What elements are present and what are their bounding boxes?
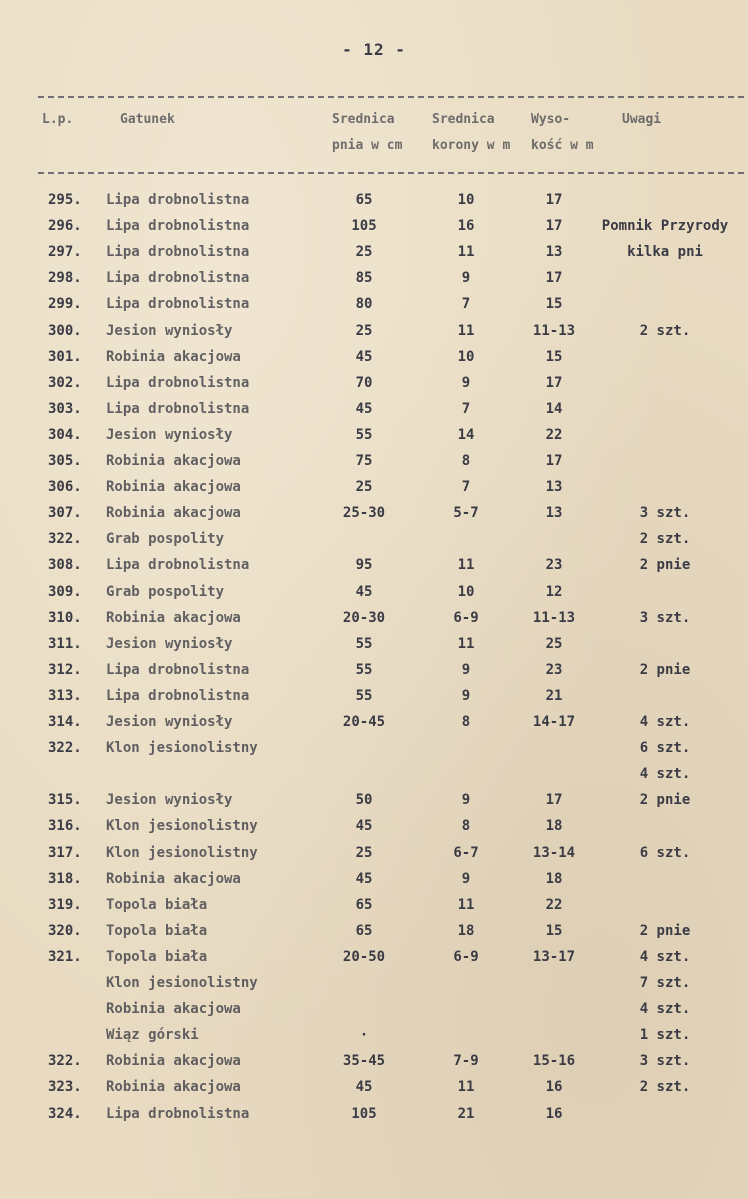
row-number: 296. <box>48 218 82 235</box>
table-row <box>0 631 748 657</box>
row-species: Jesion wyniosły <box>106 322 233 339</box>
row-species: Lipa drobnolistna <box>106 244 250 261</box>
row-notes: 3 szt. <box>639 609 691 626</box>
row-number: 310. <box>48 609 82 626</box>
row-species: Lipa drobnolistna <box>106 557 250 574</box>
row-species: Lipa drobnolistna <box>106 374 250 391</box>
row-species: Lipa drobnolistna <box>106 270 250 287</box>
table-row <box>0 422 748 448</box>
row-species: Grab pospolity <box>106 583 225 600</box>
table-row <box>0 474 748 500</box>
row-notes: 4 szt. <box>639 948 691 965</box>
row-height: 17 <box>545 453 563 469</box>
row-trunk-diameter: 35-45 <box>342 1053 386 1070</box>
row-species: Klon jesionolistny <box>106 844 258 861</box>
row-notes: kilka pni <box>627 244 703 261</box>
row-height: 14 <box>545 400 563 417</box>
row-crown-diameter: 6-9 <box>453 609 479 626</box>
row-species: Jesion wyniosły <box>106 635 233 652</box>
row-species: Robinia akacjowa <box>106 479 241 496</box>
row-number: 299. <box>48 296 82 313</box>
table-row <box>0 552 748 578</box>
row-notes: 2 pnie <box>639 661 691 678</box>
row-number: 303. <box>48 400 82 417</box>
row-number: 307. <box>48 505 82 522</box>
row-species: Topola biała <box>106 948 208 965</box>
row-trunk-diameter: 105 <box>351 1105 377 1122</box>
row-notes: 2 szt. <box>639 322 691 339</box>
row-notes: 4 szt. <box>639 766 691 783</box>
row-number: 320. <box>48 922 82 939</box>
row-number: 309. <box>48 583 82 600</box>
row-crown-diameter: 6-7 <box>453 844 479 861</box>
row-height: 17 <box>545 218 563 235</box>
row-crown-diameter: 16 <box>457 218 475 235</box>
row-notes: 2 pnie <box>639 922 691 939</box>
row-trunk-diameter: 45 <box>355 1079 373 1096</box>
row-crown-diameter: 7 <box>461 296 471 313</box>
row-number: 317. <box>48 844 82 861</box>
row-crown-diameter: 8 <box>461 714 471 730</box>
row-height: 13-17 <box>532 948 576 965</box>
row-height: 15-16 <box>532 1053 576 1070</box>
table-row <box>0 500 748 526</box>
row-number: 322. <box>48 531 82 548</box>
row-trunk-diameter: 25 <box>355 844 373 861</box>
row-trunk-diameter: 65 <box>355 192 373 208</box>
table-row <box>0 866 748 892</box>
row-species: Robinia akacjowa <box>106 609 241 626</box>
table-row <box>0 709 748 735</box>
row-number: 315. <box>48 792 82 809</box>
table-row <box>0 448 748 474</box>
row-species: Jesion wyniosły <box>106 714 233 730</box>
row-number: 318. <box>48 870 82 887</box>
row-species: Robinia akacjowa <box>106 348 241 365</box>
row-species: Klon jesionolistny <box>106 740 258 757</box>
row-number: 313. <box>48 687 82 704</box>
row-height: 17 <box>545 374 563 391</box>
row-species: Lipa drobnolistna <box>106 218 250 235</box>
row-crown-diameter: 11 <box>457 1079 475 1096</box>
row-trunk-diameter: 45 <box>355 348 373 365</box>
table-row <box>0 813 748 839</box>
row-crown-diameter: 5-7 <box>453 505 479 522</box>
row-height: 16 <box>545 1079 563 1096</box>
table-row <box>0 187 748 213</box>
table-row <box>0 1101 748 1127</box>
row-height: 16 <box>545 1105 563 1122</box>
page-number: - 12 - <box>342 40 406 59</box>
row-trunk-diameter: 25 <box>355 244 373 261</box>
row-height: 18 <box>545 818 563 835</box>
row-height: 15 <box>545 296 563 313</box>
row-height: 14-17 <box>532 714 576 730</box>
header-crown-line2: korony w m <box>432 138 511 153</box>
row-number: 304. <box>48 426 82 443</box>
row-trunk-diameter: 55 <box>355 635 373 652</box>
row-species: Robinia akacjowa <box>106 870 241 887</box>
table-row <box>0 918 748 944</box>
header-height-line2: kość w m <box>531 138 594 153</box>
row-species: Lipa drobnolistna <box>106 661 250 678</box>
row-species: Robinia akacjowa <box>106 1001 241 1018</box>
row-notes: 4 szt. <box>639 714 691 730</box>
row-trunk-diameter: 25-30 <box>342 505 386 522</box>
row-species: Lipa drobnolistna <box>106 1105 250 1122</box>
row-trunk-diameter: 65 <box>355 922 373 939</box>
row-number: 324. <box>48 1105 82 1122</box>
row-notes: 2 szt. <box>639 1079 691 1096</box>
row-species: Topola biała <box>106 922 208 939</box>
row-number: 298. <box>48 270 82 287</box>
row-height: 11-13 <box>532 322 576 339</box>
row-trunk-diameter: 20-30 <box>342 609 386 626</box>
row-height: 13 <box>545 505 563 522</box>
table-row <box>0 1022 748 1048</box>
row-number: 319. <box>48 896 82 913</box>
table-row <box>0 265 748 291</box>
row-number: 322. <box>48 740 82 757</box>
row-trunk-diameter: 45 <box>355 818 373 835</box>
row-trunk-diameter: 45 <box>355 400 373 417</box>
table-row <box>0 605 748 631</box>
row-trunk-diameter: 25 <box>355 479 373 496</box>
row-species: Robinia akacjowa <box>106 1079 241 1096</box>
row-trunk-diameter: 45 <box>355 583 373 600</box>
row-number: 321. <box>48 948 82 965</box>
row-species: Klon jesionolistny <box>106 975 258 991</box>
row-crown-diameter: 6-9 <box>453 948 479 965</box>
row-notes: 7 szt. <box>639 975 691 991</box>
row-height: 22 <box>545 426 563 443</box>
row-height: 15 <box>545 348 563 365</box>
row-height: 18 <box>545 870 563 887</box>
header-gatunek: Gatunek <box>120 112 175 127</box>
row-species: Jesion wyniosły <box>106 426 233 443</box>
row-height: 17 <box>545 192 563 208</box>
row-trunk-diameter: 20-50 <box>342 948 386 965</box>
table-row <box>0 944 748 970</box>
row-species: Lipa drobnolistna <box>106 296 250 313</box>
row-species: Lipa drobnolistna <box>106 192 250 208</box>
row-species: Topola biała <box>106 896 208 913</box>
row-number: 323. <box>48 1079 82 1096</box>
row-crown-diameter: 11 <box>457 896 475 913</box>
row-crown-diameter: 8 <box>461 818 471 835</box>
table-row <box>0 318 748 344</box>
row-crown-diameter: 10 <box>457 192 475 208</box>
row-height: 11-13 <box>532 609 576 626</box>
header-lp: L.p. <box>42 112 74 127</box>
row-notes: 2 pnie <box>639 557 691 574</box>
row-crown-diameter: 7-9 <box>453 1053 479 1070</box>
row-notes: 3 szt. <box>639 505 691 522</box>
row-height: 25 <box>545 635 563 652</box>
row-crown-diameter: 11 <box>457 322 475 339</box>
table-row <box>0 683 748 709</box>
row-species: Jesion wyniosły <box>106 792 233 809</box>
row-notes: 3 szt. <box>639 1053 691 1070</box>
row-number: 301. <box>48 348 82 365</box>
table-row <box>0 1074 748 1100</box>
row-crown-diameter: 14 <box>457 426 475 443</box>
table-row <box>0 291 748 317</box>
row-trunk-diameter: 45 <box>355 870 373 887</box>
table-row <box>0 239 748 265</box>
row-crown-diameter: 9 <box>461 661 471 678</box>
table-row <box>0 892 748 918</box>
row-number: 322. <box>48 1053 82 1070</box>
table-row <box>0 735 748 761</box>
row-species: Robinia akacjowa <box>106 453 241 469</box>
row-number: 302. <box>48 374 82 391</box>
row-species: Robinia akacjowa <box>106 505 241 522</box>
table-row <box>0 526 748 552</box>
row-trunk-diameter: 105 <box>351 218 377 235</box>
table-row <box>0 396 748 422</box>
row-trunk-diameter: 20-45 <box>342 714 386 730</box>
header-top-rule <box>38 96 744 98</box>
row-species: Lipa drobnolistna <box>106 400 250 417</box>
row-height: 23 <box>545 661 563 678</box>
table-row <box>0 761 748 787</box>
row-trunk-diameter: 65 <box>355 896 373 913</box>
row-trunk-diameter: 55 <box>355 687 373 704</box>
row-trunk-diameter: 25 <box>355 322 373 339</box>
row-notes: Pomnik Przyrody <box>601 218 729 235</box>
row-height: 13-14 <box>532 844 576 861</box>
table-row <box>0 787 748 813</box>
table-row <box>0 579 748 605</box>
row-crown-diameter: 11 <box>457 557 475 574</box>
row-number: 314. <box>48 714 82 730</box>
row-height: 13 <box>545 244 563 261</box>
row-crown-diameter: 21 <box>457 1105 475 1122</box>
row-crown-diameter: 8 <box>461 453 471 469</box>
row-number: 305. <box>48 453 82 469</box>
row-species: Klon jesionolistny <box>106 818 258 835</box>
row-crown-diameter: 9 <box>461 270 471 287</box>
table-row <box>0 344 748 370</box>
row-height: 12 <box>545 583 563 600</box>
row-height: 17 <box>545 270 563 287</box>
row-crown-diameter: 11 <box>457 635 475 652</box>
row-number: 297. <box>48 244 82 261</box>
row-crown-diameter: 10 <box>457 348 475 365</box>
row-height: 22 <box>545 896 563 913</box>
row-number: 306. <box>48 479 82 496</box>
header-crown-line1: Srednica <box>432 112 495 127</box>
row-notes: 2 pnie <box>639 792 691 809</box>
row-trunk-diameter: 70 <box>355 374 373 391</box>
row-species: Lipa drobnolistna <box>106 687 250 704</box>
row-trunk-diameter: 80 <box>355 296 373 313</box>
row-trunk-diameter: 75 <box>355 453 373 469</box>
row-crown-diameter: 9 <box>461 687 471 704</box>
row-crown-diameter: 9 <box>461 870 471 887</box>
row-crown-diameter: 7 <box>461 479 471 496</box>
table-row <box>0 970 748 996</box>
row-number: 316. <box>48 818 82 835</box>
row-height: 13 <box>545 479 563 496</box>
row-trunk-diameter: 50 <box>355 792 373 809</box>
header-trunk-line2: pnia w cm <box>332 138 403 153</box>
row-trunk-diameter: 55 <box>355 426 373 443</box>
row-trunk-diameter: 95 <box>355 557 373 574</box>
table-row <box>0 996 748 1022</box>
header-bottom-rule <box>38 172 744 174</box>
row-crown-diameter: 9 <box>461 792 471 809</box>
header-height-line1: Wyso- <box>531 112 571 127</box>
row-number: 312. <box>48 661 82 678</box>
table-row <box>0 1048 748 1074</box>
table-row <box>0 840 748 866</box>
row-crown-diameter: 18 <box>457 922 475 939</box>
row-number: 308. <box>48 557 82 574</box>
row-height: 21 <box>545 687 563 704</box>
row-height: 23 <box>545 557 563 574</box>
row-species: Wiąz górski <box>106 1027 199 1044</box>
table-row <box>0 213 748 239</box>
table-row <box>0 657 748 683</box>
row-crown-diameter: 10 <box>457 583 475 600</box>
row-species: Grab pospolity <box>106 531 225 548</box>
row-trunk-diameter: · <box>359 1027 369 1044</box>
row-notes: 6 szt. <box>639 740 691 757</box>
row-notes: 2 szt. <box>639 531 691 548</box>
header-trunk-line1: Srednica <box>332 112 395 127</box>
row-crown-diameter: 7 <box>461 400 471 417</box>
row-crown-diameter: 11 <box>457 244 475 261</box>
row-notes: 6 szt. <box>639 844 691 861</box>
row-trunk-diameter: 85 <box>355 270 373 287</box>
header-notes: Uwagi <box>622 112 662 127</box>
row-notes: 1 szt. <box>639 1027 691 1044</box>
row-height: 17 <box>545 792 563 809</box>
row-number: 311. <box>48 635 82 652</box>
row-species: Robinia akacjowa <box>106 1053 241 1070</box>
row-trunk-diameter: 55 <box>355 661 373 678</box>
row-height: 15 <box>545 922 563 939</box>
row-crown-diameter: 9 <box>461 374 471 391</box>
row-number: 300. <box>48 322 82 339</box>
row-notes: 4 szt. <box>639 1001 691 1018</box>
table-row <box>0 370 748 396</box>
row-number: 295. <box>48 192 82 208</box>
